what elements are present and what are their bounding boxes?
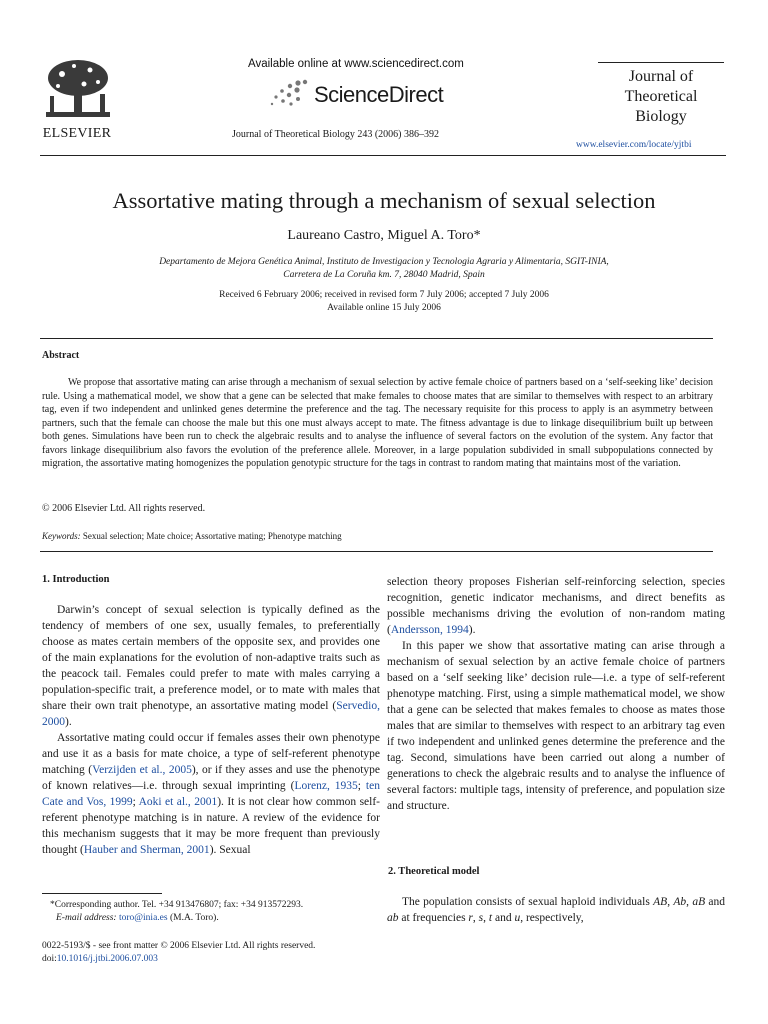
journal-url-link[interactable]: www.elsevier.com/locate/yjtbi — [576, 140, 692, 150]
abstract-body: We propose that assortative mating can arise through a mechanism of sexual selection by active female choice of partners based on a ‘self-seeking like’ decision rule. Using a mathematical model, we show that a gene can be selected that make females to choose mates that are similar to themselves with respect to an arbitrary tag, even if two independent and unlinked genes determine the preference and the tag. The necessary requisite for this process to apply is an asymmetry between partners, such that the female can choose the male but this one must always accept to mate. The fitness advantage is due to linkage disequilibrium built up between both genes. Simulations have been run to check the algebraic results and to analyse the influence of several factors on the evolution of the system. Any factor that favors linkage disequilibrium also favors the evolution of the preference allele. Moreover, in a large population subdivided in small subpopulations connected by migration, the assortative mating homogenizes the population genotypic structure for the tags in contrast to random mating that maintains most of the variation. — [42, 377, 713, 469]
journal-citation: Journal of Theoretical Biology 243 (2006) 386–392 — [232, 129, 440, 140]
footnote-divider — [42, 893, 162, 894]
publisher-name: ELSEVIER — [42, 126, 112, 141]
abstract-copyright: © 2006 Elsevier Ltd. All rights reserved. — [42, 503, 206, 514]
intro-paragraph-3: selection theory proposes Fisherian self-reinforcing selection, species recognition, genetic indicator mechanisms, and direct benefits as possible mechanisms driving the evolution of non-random mating (Andersson, 1994). — [387, 576, 725, 636]
intro-paragraph-4: In this paper we show that assortative mating can arise through a mechanism of sexual selection by an active female choice of partners based on a ‘self seeking like’ decision rule—i.e. a type of self-referent phenotype matching. First, using a simple mathematical model, we show that a gene can be selected that makes females to choose as mates those males that are similar to themselves with respect to an arbitrary tag even if two independent and unlinked genes determine the preference and the tag. Second, simulations have been carried out along a number of generations to check the algebraic results and to analyse the influence of several factors: multiple tags, intensity of preference, and population size and structure. — [387, 640, 725, 812]
sciencedirect-wordmark: ScienceDirect — [314, 82, 444, 107]
sciencedirect-dots-icon — [268, 78, 312, 108]
model-paragraph: The population consists of sexual haploid individuals AB, Ab, aB and ab at frequencies r, s, t and u, respectively, — [387, 896, 725, 924]
front-matter-info — [42, 940, 315, 966]
available-online-text[interactable]: Available online at www.sciencedirect.com — [248, 58, 464, 70]
footnote — [42, 899, 380, 925]
ref-link[interactable]: Andersson, 1994 — [390, 624, 469, 636]
corresponding-author: *Corresponding author. Tel. +34 913476807; fax: +34 913572293. — [50, 900, 304, 910]
affiliation-line-2: Carretera de La Coruña km. 7, 28040 Madrid, Spain — [283, 270, 485, 280]
keywords-list: Sexual selection; Mate choice; Assortative mating; Phenotype matching — [82, 531, 342, 541]
ref-link[interactable]: ten Cate and Vos, 1999 — [42, 780, 380, 808]
journal-title-line-1: Journal of — [628, 68, 694, 85]
doi-line: doi:10.1016/j.jtbi.2006.07.003 — [42, 954, 158, 964]
ref-link[interactable]: Lorenz, 1935 — [294, 780, 358, 792]
issn-line: 0022-5193/$ - see front matter © 2006 Elsevier Ltd. All rights reserved. — [42, 941, 316, 951]
author-affiliation — [80, 256, 688, 282]
article-authors: Laureano Castro, Miguel A. Toro* — [287, 228, 481, 243]
elsevier-tree-icon — [40, 56, 116, 122]
left-column — [42, 602, 380, 858]
elsevier-logo — [36, 52, 118, 144]
intro-paragraph-2: Assortative mating could occur if females asses their own phenotype and use it as a basis for mate choice, a type of self-referent phenotype matching (Verzijden et al., 2005), or if they asses and use the phenotype of known relatives—i.e. through sexual imprinting (Lorenz, 1935; ten Cate and Vos, 1999; Aoki et al., 2001). It is not clear how common self-referent phenotype matching is in nature. A review of the evidence for this mechanism suggests that it may be more frequent than previously thought (Hauber and Sherman, 2001). Sexual — [42, 732, 381, 856]
email-line: E-mail address: toro@inia.es (M.A. Toro). — [56, 913, 219, 923]
journal-title-line-3: Biology — [635, 108, 687, 125]
section-1-heading: 1. Introduction — [42, 574, 110, 585]
affiliation-line-1: Departamento de Mejora Genética Animal, Instituto de Investigacion y Tecnologia Agraria y Alimentaria, SGIT-INIA, — [159, 257, 609, 267]
journal-title-box — [598, 62, 724, 127]
keywords-label: Keywords: — [42, 531, 81, 541]
ref-link[interactable]: Verzijden et al., 2005 — [92, 764, 192, 776]
received-dates: Received 6 February 2006; received in revised form 7 July 2006; accepted 7 July 2006 — [219, 290, 549, 300]
article-title: Assortative mating through a mechanism of sexual selection — [112, 188, 656, 213]
ref-link[interactable]: Aoki et al., 2001 — [138, 796, 218, 808]
keywords — [42, 531, 342, 541]
abstract-heading: Abstract — [42, 350, 80, 361]
abstract-top-divider — [40, 338, 713, 339]
available-date: Available online 15 July 2006 — [327, 303, 441, 313]
email-link[interactable]: toro@inia.es — [118, 913, 168, 923]
ref-link[interactable]: Hauber and Sherman, 2001 — [83, 844, 210, 856]
doi-link[interactable]: 10.1016/j.jtbi.2006.07.003 — [56, 954, 158, 964]
header-divider — [40, 155, 726, 156]
section-2-heading: 2. Theoretical model — [388, 866, 480, 877]
intro-paragraph-1: Darwin’s concept of sexual selection is typically defined as the tendency of members of one sex, usually females, to preferentially choose as mates certain members of the opposite sex, and provides one of the main explanations for the evolution of non-adaptive traits such as the peacock tail. Females could prefer to mate with males carrying a population-specific trait, a preference model, or to mate with males that share their own trait phenotype, an assortative mating model (Servedio, 2000). — [42, 604, 380, 728]
abstract-bottom-divider — [40, 551, 713, 552]
right-column — [387, 574, 725, 814]
article-dates — [80, 289, 688, 315]
journal-title-line-2: Theoretical — [624, 88, 698, 105]
ref-link[interactable]: Servedio, 2000 — [42, 700, 380, 728]
